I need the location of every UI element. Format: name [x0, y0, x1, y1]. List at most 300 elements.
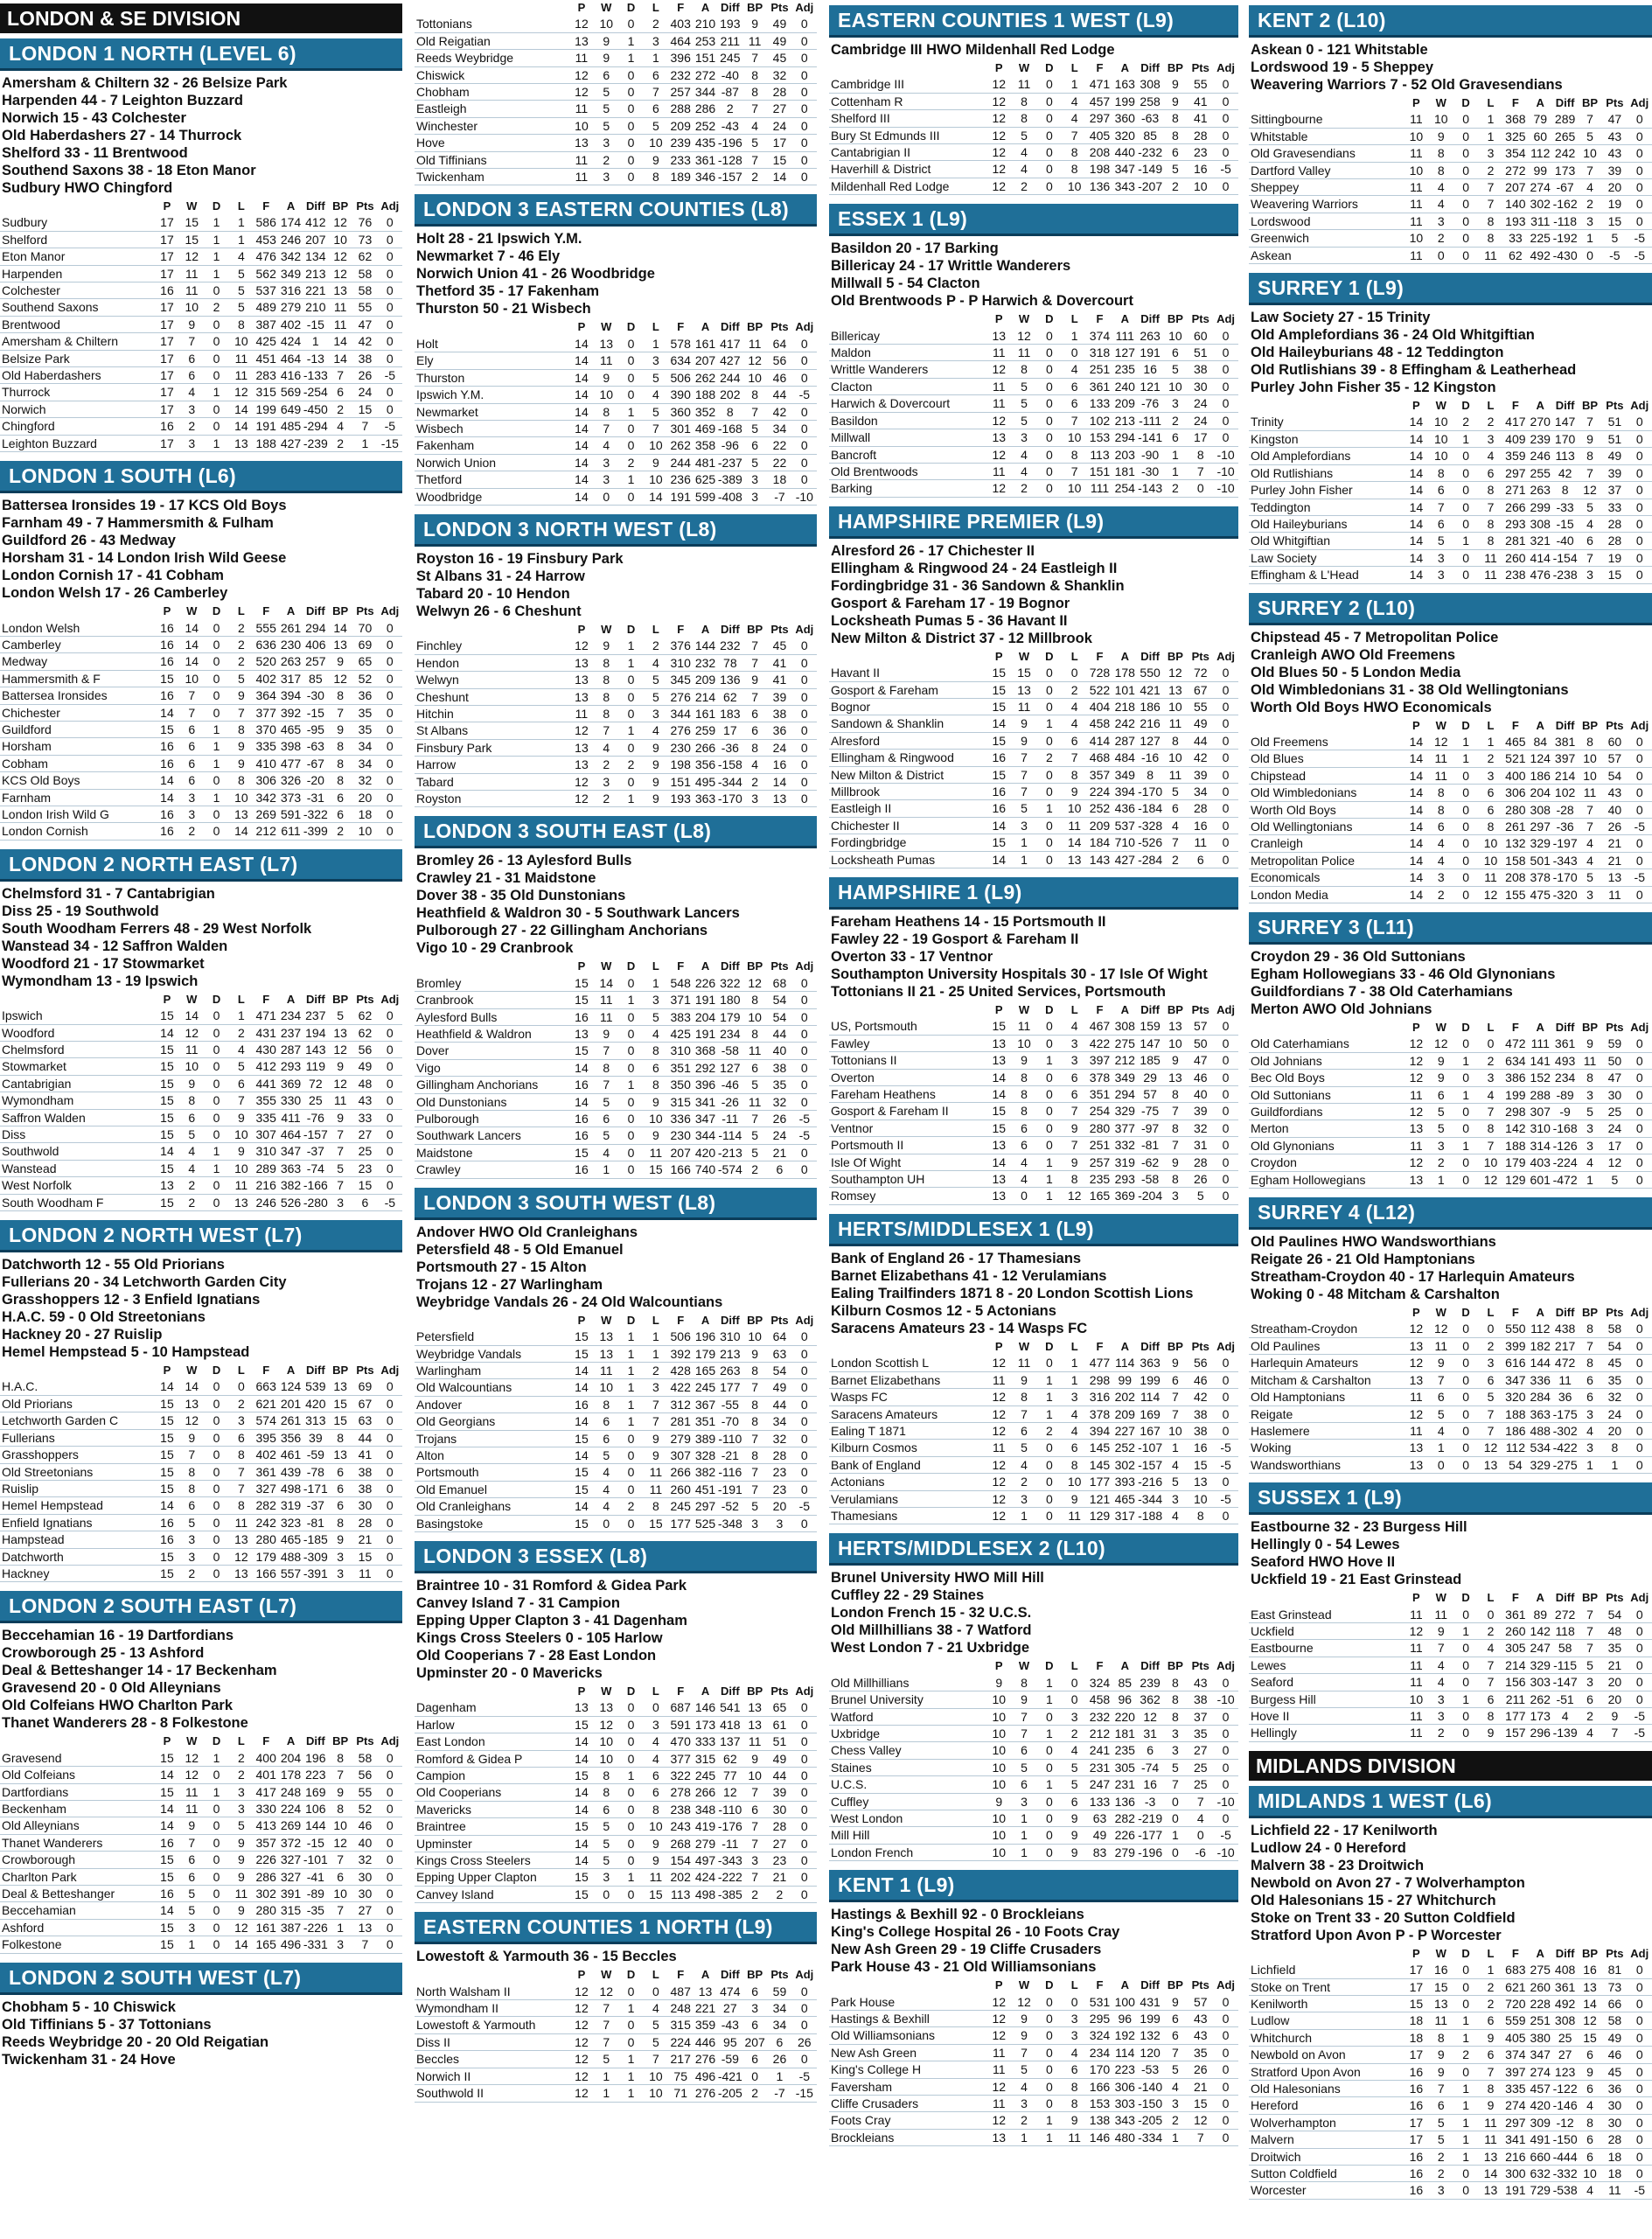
column-header: BP: [332, 199, 349, 213]
result-line: Egham Hollowegians 33 - 46 Old Glynonians: [1251, 966, 1556, 982]
stat-cell: 28: [1193, 801, 1208, 816]
stat-cell: 0: [213, 1920, 220, 1935]
stat-cell: 0: [1045, 1457, 1053, 1472]
stat-cell: 217: [670, 2052, 691, 2067]
stat-cell: 0: [1222, 111, 1230, 126]
stat-cell: 0: [800, 1785, 808, 1800]
stat-cell: 65: [358, 654, 373, 669]
stat-cell: 0: [386, 1869, 394, 1884]
stat-cell: 12: [333, 671, 347, 686]
stat-cell: 506: [670, 1329, 691, 1344]
table-header-row: [829, 1658, 1238, 1674]
stat-cell: -55: [721, 1397, 739, 1412]
stat-cell: 159: [1140, 1019, 1161, 1034]
stat-cell: 0: [1635, 1105, 1643, 1120]
stat-cell: 268: [670, 1836, 691, 1851]
stat-cell: 0: [627, 673, 635, 687]
column-header: Adj: [380, 199, 400, 213]
stat-cell: 0: [1222, 2012, 1230, 2026]
result-line: Tabard 20 - 10 Hendon: [416, 585, 570, 602]
table-header-row: [415, 1684, 817, 1699]
stat-cell: 8: [1437, 785, 1445, 800]
stat-cell: 0: [1045, 2012, 1053, 2026]
stat-cell: 5: [188, 1887, 196, 1901]
stat-cell: 27: [772, 101, 787, 116]
stat-cell: 361: [255, 1464, 276, 1479]
stat-cell: 11: [599, 1363, 613, 1378]
stat-cell: 12: [1409, 1071, 1424, 1085]
column-header: BP: [332, 1364, 349, 1378]
stat-cell: 12: [1483, 887, 1498, 902]
stat-cell: 23: [772, 1853, 787, 1868]
stat-cell: 632: [1530, 2166, 1551, 2181]
stat-cell: 8: [1487, 231, 1495, 246]
column-header: Diff: [1555, 1946, 1575, 1960]
team-name: Merton: [1251, 1121, 1289, 1136]
column-header: D: [1045, 649, 1054, 663]
stat-cell: 14: [575, 1751, 589, 1766]
table-header-row: [829, 1339, 1238, 1355]
stat-cell: -320: [1552, 887, 1578, 902]
stat-cell: 8: [188, 1464, 196, 1479]
result-line: Weavering Warriors 7 - 52 Old Gravesendians: [1251, 77, 1563, 93]
stat-cell: 7: [652, 1414, 659, 1429]
table-header-row: [1249, 1946, 1652, 1962]
stat-cell: -5: [798, 387, 811, 402]
stat-cell: 728: [1089, 666, 1111, 680]
stat-cell: 7: [1172, 1406, 1179, 1421]
stat-cell: 8: [1070, 1172, 1078, 1187]
stat-cell: 487: [670, 1984, 691, 1998]
table-row: [1249, 2081, 1652, 2097]
result-line: Newmarket 7 - 46 Ely: [416, 248, 561, 265]
stat-cell: 3: [1586, 213, 1593, 228]
stat-cell: -110: [718, 1802, 742, 1817]
column-header: [829, 1977, 986, 1993]
team-name: Old Alleynians: [2, 1818, 80, 1833]
stat-cell: 11: [1583, 785, 1597, 800]
stat-cell: 0: [1462, 1105, 1469, 1120]
stat-cell: 12: [575, 2018, 589, 2033]
stat-cell: 34: [772, 2018, 787, 2033]
stat-cell: 5: [1070, 1760, 1078, 1775]
stat-cell: 12: [1017, 328, 1031, 343]
stat-cell: 2: [237, 1750, 245, 1765]
team-name: Barnet Elizabethans: [831, 1372, 941, 1387]
stat-cell: -58: [721, 1043, 739, 1058]
stat-cell: -7: [774, 2086, 785, 2101]
stat-cell: 6: [1070, 1087, 1078, 1102]
stat-cell: -67: [306, 756, 324, 771]
stat-cell: 1: [237, 232, 245, 247]
stat-cell: 0: [800, 1162, 808, 1177]
stat-cell: 349: [1114, 1070, 1135, 1085]
stat-cell: 69: [358, 637, 373, 652]
stat-cell: -328: [1138, 818, 1163, 833]
stat-cell: 0: [627, 489, 635, 504]
column-header: Pts: [1191, 1339, 1209, 1353]
stat-cell: 10: [1409, 1691, 1424, 1706]
team-name: Harlow: [416, 1717, 455, 1732]
column-header: W: [1018, 1659, 1030, 1673]
stat-cell: 396: [670, 51, 691, 66]
team-name: Finsbury Park: [416, 740, 492, 755]
stat-cell: 0: [386, 1110, 394, 1125]
stat-cell: 14: [185, 654, 199, 669]
stat-cell: 4: [1487, 1641, 1495, 1656]
table-row: [0, 1783, 402, 1800]
table-row: [1249, 1389, 1652, 1405]
league-section: [0, 38, 402, 452]
column-header: P: [994, 1339, 1003, 1353]
stat-cell: 42: [1558, 465, 1572, 480]
stat-cell: 0: [1222, 1070, 1230, 1085]
column-header: A: [1120, 312, 1129, 326]
league-title: SURREY 4 (L12): [1249, 1197, 1652, 1230]
table-header-row: [1249, 1590, 1652, 1606]
column-header: P: [163, 199, 171, 213]
stat-cell: 0: [1462, 483, 1469, 498]
stat-cell: 6: [1172, 430, 1179, 445]
team-name: Beckenham: [2, 1801, 66, 1816]
stat-cell: 16: [575, 1397, 589, 1412]
table-row: [829, 2044, 1238, 2061]
stat-cell: 1: [213, 722, 220, 736]
table-row: [1249, 1120, 1652, 1137]
stat-cell: 54: [772, 993, 787, 1008]
table-header-row: [415, 0, 817, 16]
table-row: [415, 1835, 817, 1852]
stat-cell: 308: [1140, 77, 1161, 92]
stat-cell: 12: [575, 2086, 589, 2101]
result-line: Reigate 26 - 21 Old Hamptonians: [1251, 1252, 1475, 1268]
stat-cell: 238: [670, 1802, 691, 1817]
stat-cell: 245: [694, 1380, 716, 1395]
stat-cell: 383: [670, 1009, 691, 1024]
stat-cell: 0: [1437, 1457, 1445, 1472]
stat-cell: 370: [255, 722, 276, 736]
stat-cell: 27: [1558, 2047, 1572, 2062]
stat-cell: 2: [751, 774, 759, 789]
stat-cell: 243: [670, 1819, 691, 1834]
stat-cell: 7: [751, 689, 759, 704]
table-header-row: [0, 1363, 402, 1378]
stat-cell: 16: [160, 654, 174, 669]
column-header: F: [1096, 61, 1104, 74]
stat-cell: 6: [1586, 534, 1593, 548]
stat-cell: 7: [1196, 1794, 1204, 1809]
result-line: West London 7 - 21 Uxbridge: [831, 1640, 1030, 1657]
stat-cell: 0: [213, 334, 220, 349]
stat-cell: -89: [1556, 1087, 1574, 1102]
stat-cell: -237: [717, 455, 742, 470]
stat-cell: 297: [1089, 111, 1111, 126]
stat-cell: -5: [1634, 870, 1645, 885]
team-name: Basildon: [831, 413, 878, 428]
league-section: [415, 0, 817, 185]
stat-cell: 1: [627, 2068, 635, 2083]
table-row: [829, 1154, 1238, 1170]
stat-cell: 38: [358, 351, 373, 366]
stat-cell: 6: [1487, 802, 1495, 817]
stat-cell: 141: [1530, 1053, 1551, 1068]
stat-cell: 254: [1089, 1104, 1111, 1119]
stat-cell: 248: [280, 1784, 302, 1799]
result-line: Old Amplefordians 36 - 24 Old Whitgiftian: [1251, 327, 1535, 344]
stat-cell: 0: [1222, 699, 1230, 714]
stat-cell: 380: [1530, 2030, 1551, 2045]
stat-cell: 1: [627, 2001, 635, 2016]
table-row: [0, 620, 402, 637]
column-header: Adj: [795, 1684, 814, 1698]
stat-cell: 279: [694, 1836, 716, 1851]
result-line: Deal & Betteshanger 14 - 17 Beckenham: [2, 1663, 277, 1679]
stat-cell: 0: [1635, 1172, 1643, 1187]
stat-cell: 186: [1530, 768, 1551, 783]
table-row: [1249, 2097, 1652, 2114]
stat-cell: 5: [1172, 162, 1179, 177]
stat-cell: 214: [694, 689, 716, 704]
team-name: Crowborough: [2, 1852, 76, 1867]
stat-cell: 2: [603, 792, 610, 806]
column-header: D: [1045, 1339, 1054, 1353]
stat-cell: 312: [670, 1397, 691, 1412]
stat-cell: 0: [627, 1853, 635, 1868]
stat-cell: 0: [1222, 801, 1230, 816]
stat-cell: 2: [652, 17, 659, 31]
table-row: [1249, 162, 1652, 178]
stat-cell: 100: [1114, 1994, 1135, 2009]
table-row: [829, 1776, 1238, 1793]
league-table: [415, 319, 817, 505]
stat-cell: 341: [694, 1094, 716, 1109]
stat-cell: 441: [255, 1076, 276, 1091]
stat-cell: 11: [1410, 146, 1423, 161]
stat-cell: 288: [670, 101, 691, 116]
team-name: Mavericks: [416, 1802, 472, 1817]
stat-cell: 0: [1462, 853, 1469, 868]
stat-cell: 15: [160, 1869, 174, 1884]
stat-cell: 14: [160, 1903, 174, 1918]
stat-cell: 241: [1089, 1743, 1111, 1758]
table-row: [829, 1759, 1238, 1775]
stat-cell: -150: [1552, 2132, 1578, 2147]
stat-cell: 14: [333, 620, 347, 635]
stat-cell: 8: [751, 1397, 759, 1412]
column-header: Pts: [1606, 718, 1624, 732]
stat-cell: 9: [603, 370, 610, 385]
stat-cell: 0: [386, 1127, 394, 1142]
stat-cell: 3: [337, 1195, 345, 1210]
stat-cell: 420: [1530, 2098, 1551, 2113]
stat-cell: -15: [306, 317, 324, 331]
stat-cell: -389: [717, 472, 742, 487]
stat-cell: 422: [1089, 1036, 1111, 1050]
result-line: Southend Saxons 38 - 18 Eton Manor: [2, 163, 256, 178]
stat-cell: -254: [303, 385, 328, 400]
stat-cell: 6: [1172, 345, 1179, 360]
stat-cell: 11: [1434, 751, 1447, 766]
stat-cell: 4: [1586, 853, 1593, 868]
stat-cell: 369: [280, 1076, 302, 1091]
column-header: L: [1487, 1591, 1495, 1605]
stat-cell: 0: [627, 152, 635, 167]
stat-cell: 326: [280, 773, 302, 788]
table-row: [1249, 1137, 1652, 1154]
column-header: W: [186, 604, 198, 618]
stat-cell: 46: [1607, 2047, 1622, 2062]
team-name: Burgess Hill: [1251, 1691, 1316, 1706]
stat-cell: 25: [1193, 1777, 1208, 1792]
stat-cell: 28: [1193, 1154, 1208, 1169]
stat-cell: 1: [1045, 1692, 1053, 1707]
team-name: Staines: [831, 1760, 872, 1775]
stat-cell: 17: [1607, 1138, 1622, 1153]
stat-cell: 1: [1487, 734, 1495, 749]
team-name: Epping Upper Clapton: [416, 1870, 537, 1885]
stat-cell: 196: [694, 1329, 716, 1344]
stat-cell: -30: [306, 688, 324, 703]
table-row: [415, 1481, 817, 1497]
stat-cell: 1: [1462, 2098, 1469, 2113]
stat-cell: 0: [1045, 1760, 1053, 1775]
stat-cell: -96: [721, 438, 739, 453]
stat-cell: 0: [1462, 568, 1469, 582]
stat-cell: 112: [1530, 146, 1551, 161]
stat-cell: 7: [1586, 1338, 1593, 1353]
stat-cell: 50: [1193, 1036, 1208, 1050]
column-header: Pts: [1606, 1946, 1624, 1960]
stat-cell: 38: [358, 1481, 373, 1496]
stat-cell: 346: [694, 170, 716, 185]
stat-cell: -30: [1140, 464, 1160, 478]
result-line: Harpenden 44 - 7 Leighton Buzzard: [2, 93, 243, 108]
stat-cell: 359: [694, 2018, 716, 2033]
table-row: [0, 401, 402, 417]
team-name: Old Whitgiftian: [1251, 534, 1331, 548]
stat-cell: 198: [1089, 162, 1111, 177]
stat-cell: -67: [1556, 180, 1574, 195]
stat-cell: 13: [185, 1396, 199, 1411]
stat-cell: 234: [1554, 1071, 1576, 1085]
stat-cell: 10: [1583, 2166, 1597, 2181]
stat-cell: 13: [1433, 1997, 1448, 2011]
stat-cell: 58: [1607, 1322, 1622, 1336]
table-row: [415, 1111, 817, 1127]
stat-cell: 15: [333, 1413, 347, 1428]
stat-cell: 6: [1070, 733, 1078, 748]
stat-cell: 0: [800, 993, 808, 1008]
stat-cell: 327: [255, 1481, 276, 1496]
stat-cell: 38: [772, 706, 787, 721]
team-name: New Milton & District: [831, 767, 944, 782]
league-title: LONDON 3 SOUTH EAST (L8): [415, 816, 817, 848]
stat-cell: 216: [255, 1178, 276, 1193]
table-row: [0, 265, 402, 282]
team-name: Whitchurch: [1251, 2030, 1313, 2045]
stat-cell: 9: [1437, 1071, 1445, 1085]
stat-cell: 11: [234, 1178, 248, 1193]
stat-cell: 3: [188, 1920, 196, 1935]
team-name: Eastleigh: [416, 101, 467, 116]
stat-cell: 11: [992, 396, 1006, 411]
stat-cell: 78: [723, 655, 737, 670]
stat-cell: 8: [237, 722, 245, 736]
stat-cell: 491: [1530, 2132, 1551, 2147]
stat-cell: 28: [772, 85, 787, 100]
table-row: [829, 2061, 1238, 2078]
column-header: P: [1412, 718, 1420, 732]
stat-cell: 20: [1607, 1675, 1622, 1690]
stat-cell: 0: [800, 1465, 808, 1480]
stat-cell: 349: [1114, 767, 1135, 782]
stat-cell: 4: [603, 740, 610, 755]
stat-cell: 5: [603, 1447, 610, 1462]
stat-cell: 428: [670, 1363, 691, 1378]
stat-cell: 1: [652, 51, 659, 66]
stat-cell: 7: [1021, 1709, 1028, 1724]
stat-cell: 11: [185, 266, 199, 281]
table-row: [829, 1389, 1238, 1405]
team-name: Hitchin: [416, 706, 454, 721]
stat-cell: 13: [992, 328, 1007, 343]
stat-cell: 14: [575, 438, 589, 453]
stat-cell: 11: [1068, 818, 1081, 833]
table-row: [415, 1447, 817, 1463]
column-header: [829, 1658, 986, 1674]
result-line: Fareham Heathens 14 - 15 Portsmouth II: [831, 914, 1106, 930]
stat-cell: 89: [1533, 1607, 1548, 1622]
stat-cell: 13: [358, 1920, 373, 1935]
stat-cell: 13: [575, 655, 589, 670]
stat-cell: 498: [694, 1887, 716, 1901]
stat-cell: 0: [1045, 396, 1053, 411]
stat-cell: 144: [1530, 1356, 1551, 1371]
table-row: [415, 352, 817, 369]
stat-cell: 6: [1172, 801, 1179, 816]
stat-cell: 12: [992, 1994, 1007, 2009]
table-row: [0, 1395, 402, 1412]
stat-cell: 369: [1114, 1189, 1135, 1203]
stat-cell: 0: [627, 1751, 635, 1766]
stat-cell: 30: [1607, 2098, 1622, 2113]
stat-cell: 16: [575, 1078, 589, 1092]
stat-cell: 257: [305, 654, 326, 669]
stat-cell: 9: [337, 1784, 345, 1799]
stat-cell: 6: [361, 1195, 369, 1210]
stat-cell: 417: [1505, 415, 1526, 429]
column-header: Pts: [770, 622, 789, 636]
stat-cell: 347: [1530, 2047, 1551, 2062]
team-name: Ludlow: [1251, 2013, 1290, 2028]
stat-cell: 14: [575, 1447, 589, 1462]
stat-cell: 12: [1483, 1440, 1498, 1455]
column-header: P: [994, 1978, 1003, 1992]
team-name: Twickenham: [416, 170, 484, 185]
stat-cell: 276: [694, 2086, 716, 2101]
stat-cell: 298: [1505, 1105, 1526, 1120]
stat-cell: 9: [603, 638, 610, 653]
stat-cell: 64: [772, 336, 787, 351]
stat-cell: 1: [1045, 1189, 1053, 1203]
column-header: A: [1536, 96, 1544, 109]
stat-cell: 410: [255, 756, 276, 771]
stat-cell: 6: [188, 351, 196, 366]
stat-cell: -239: [303, 436, 328, 450]
stat-cell: -322: [303, 806, 328, 821]
stat-cell: 170: [1089, 2062, 1111, 2077]
team-name: Cranbrook: [416, 993, 474, 1008]
